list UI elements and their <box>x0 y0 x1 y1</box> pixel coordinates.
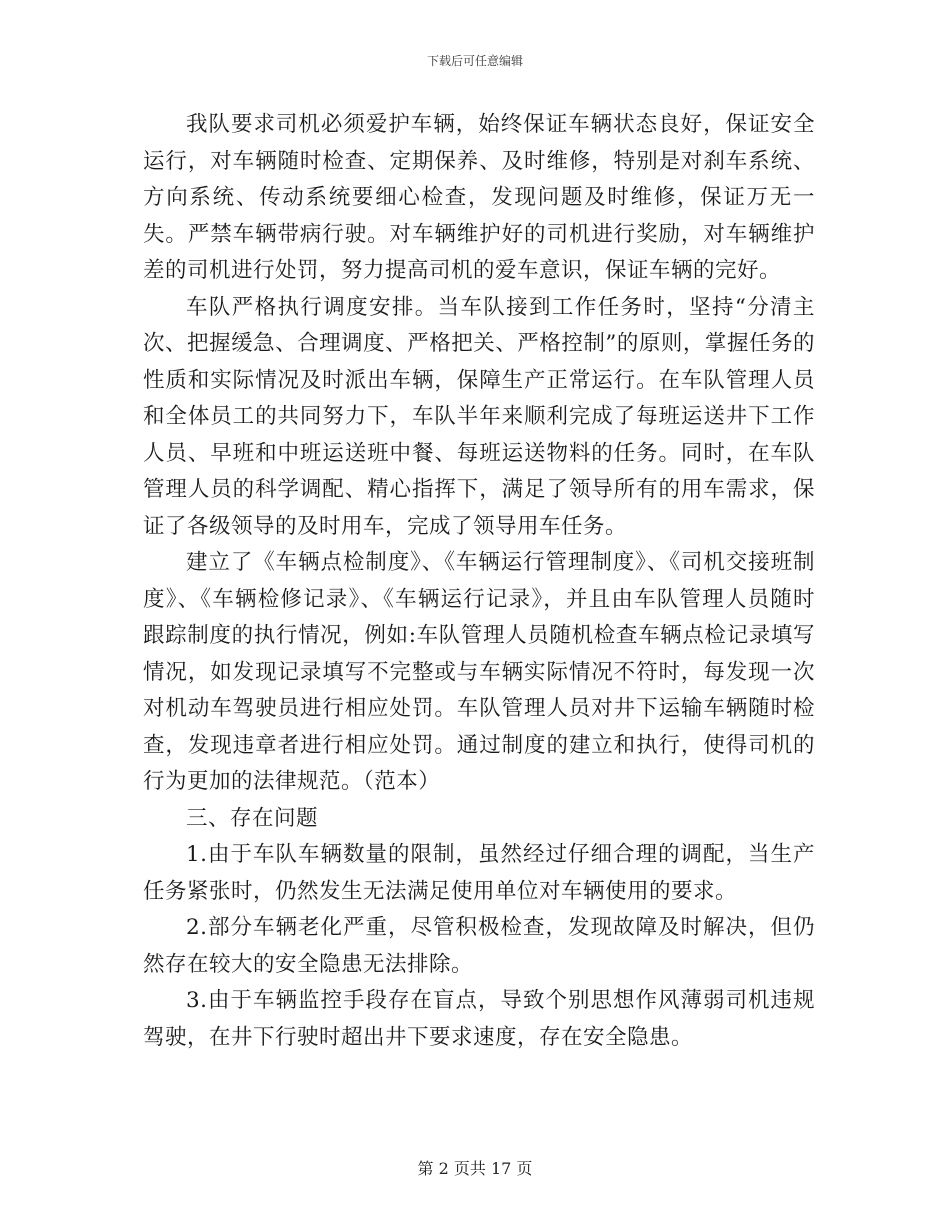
paragraph-vehicle-maintenance: 我队要求司机必须爱护车辆，始终保证车辆状态良好，保证安全运行，对车辆随时检查、定期保养、及时维修，特别是对刹车系统、方向系统、传动系统要细心检查，发现问题及时维修，保证万无一失。严禁车辆带病行驶。对车辆维护好的司机进行奖励，对车辆维护差的司机进行处罚，努力提高司机的爱车意识，保证车辆的完好。 <box>143 112 815 283</box>
problem-item-1: 1.由于车队车辆数量的限制，虽然经过仔细合理的调配，当生产任务紧张时，仍然发生无法满足使用单位对车辆使用的要求。 <box>143 842 815 904</box>
page-header: 下载后可任意编辑 <box>426 54 523 68</box>
page-footer: 第 2 页共 17 页 <box>417 1159 533 1178</box>
problem-item-3: 3.由于车辆监控手段存在盲点，导致个别思想作风薄弱司机违规驾驶，在井下行驶时超出井下要求速度，存在安全隐患。 <box>143 988 815 1050</box>
document-body <box>143 107 815 1056</box>
problem-item-2: 2.部分车辆老化严重，尽管积极检查，发现故障及时解决，但仍然存在较大的安全隐患无法排除。 <box>143 915 815 977</box>
paragraph-regulations: 建立了《车辆点检制度》、《车辆运行管理制度》、《司机交接班制度》、《车辆检修记录》、《车辆运行记录》，并且由车队管理人员随时跟踪制度的执行情况，例如:车队管理人员随机检查车辆点检记录填写情况，如发现记录填写不完整或与车辆实际情况不符时，每发现一次对机动车驾驶员进行相应处罚。车队管理人员对井下运输车辆随时检查，发现违章者进行相应处罚。通过制度的建立和执行，使得司机的行为更加的法律规范。（范本） <box>143 550 815 794</box>
paragraph-dispatch: 车队严格执行调度安排。当车队接到工作任务时，坚持“分清主次、把握缓急、合理调度、严格把关、严格控制”的原则，掌握任务的性质和实际情况及时派出车辆，保障生产正常运行。在车队管理人员和全体员工的共同努力下，车队半年来顺利完成了每班运送井下工作人员、早班和中班运送班中餐、每班运送物料的任务。同时，在车队管理人员的科学调配、精心指挥下，满足了领导所有的用车需求，保证了各级领导的及时用车，完成了领导用车任务。 <box>143 294 815 539</box>
section-heading-problems: 三、存在问题 <box>186 805 319 831</box>
